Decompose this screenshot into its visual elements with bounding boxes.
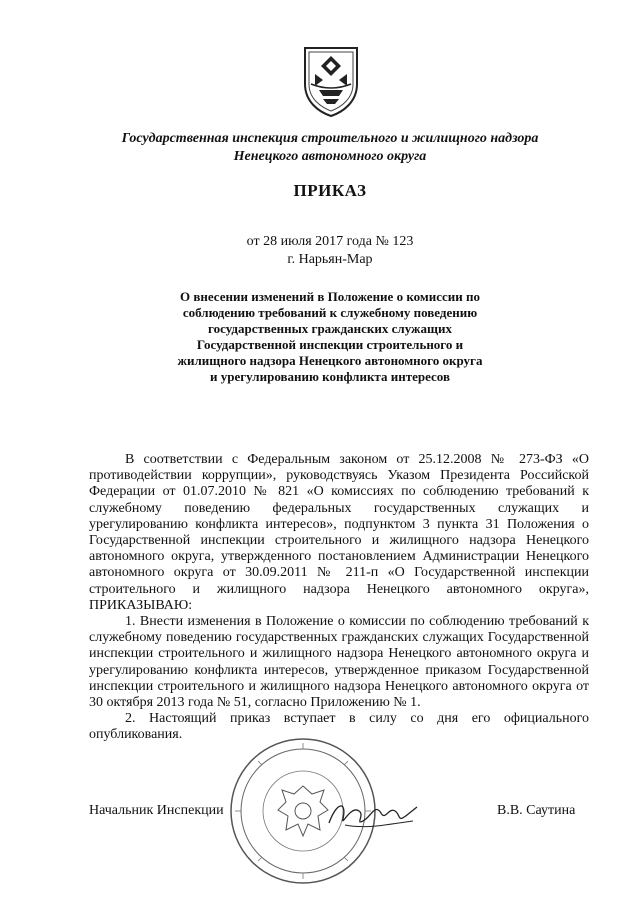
order-body xyxy=(89,452,589,744)
order-subject xyxy=(90,289,570,385)
order-item-1: 1. Внести изменения в Положение о комиссии по соблюдению требований к служебному поведению государственных гражданских служащих Государственной инспекции строительного и жилищного надзора Ненецкого автономного округа и урегулированию конфликта интересов, утвержденное приказом Государственной инспекции строительного и жилищного надзора Ненецкого автономного округа от 30 октября 2013 года № 51, согласно Приложению № 1. xyxy=(89,614,589,711)
organization-name-line-2: Ненецкого автономного округа xyxy=(233,149,427,164)
handwritten-signature xyxy=(325,795,420,835)
subject-line: О внесении изменений в Положение о комиссии по xyxy=(180,289,480,304)
organization-name-line-1: Государственная инспекция строительного и жилищного надзора xyxy=(121,131,539,146)
subject-line: и урегулированию конфликта интересов xyxy=(209,369,450,384)
order-item-2: 2. Настоящий приказ вступает в силу со дня его официального опубликования. xyxy=(89,711,589,743)
subject-line: государственных гражданских служащих xyxy=(208,321,452,336)
subject-line: жилищного надзора Ненецкого автономного округа xyxy=(177,353,483,368)
coat-of-arms-icon xyxy=(301,44,361,118)
document-title: ПРИКАЗ xyxy=(293,181,367,200)
order-city: г. Нарьян-Мар xyxy=(287,252,373,267)
subject-line: соблюдению требований к служебному поведению xyxy=(182,305,478,320)
signer-name: В.В. Саутина xyxy=(497,803,576,818)
order-date-number: от 28 июля 2017 года № 123 xyxy=(246,234,414,249)
preamble-paragraph: В соответствии с Федеральным законом от 25.12.2008 № 273-ФЗ «О противодействии коррупции», руководствуясь Указом Президента Российской Федерации от 01.07.2010 № 821 «О комиссиях по соблюдению требований к служебному поведению федеральных государственных служащих и урегулированию конфликта интересов», подпунктом 3 пункта 31 Положения о Государственной инспекции строительного и жилищного надзора Ненецкого автономного округа, утвержденного постановлением Администрации Ненецкого автономного округа от 30.09.2011 № 211-п «О Государственной инспекции строительного и жилищного надзора Ненецкого автономного округа», ПРИКАЗЫВАЮ: xyxy=(89,452,589,613)
subject-line: Государственной инспекции строительного и xyxy=(196,337,464,352)
signer-position: Начальник Инспекции xyxy=(89,803,224,818)
